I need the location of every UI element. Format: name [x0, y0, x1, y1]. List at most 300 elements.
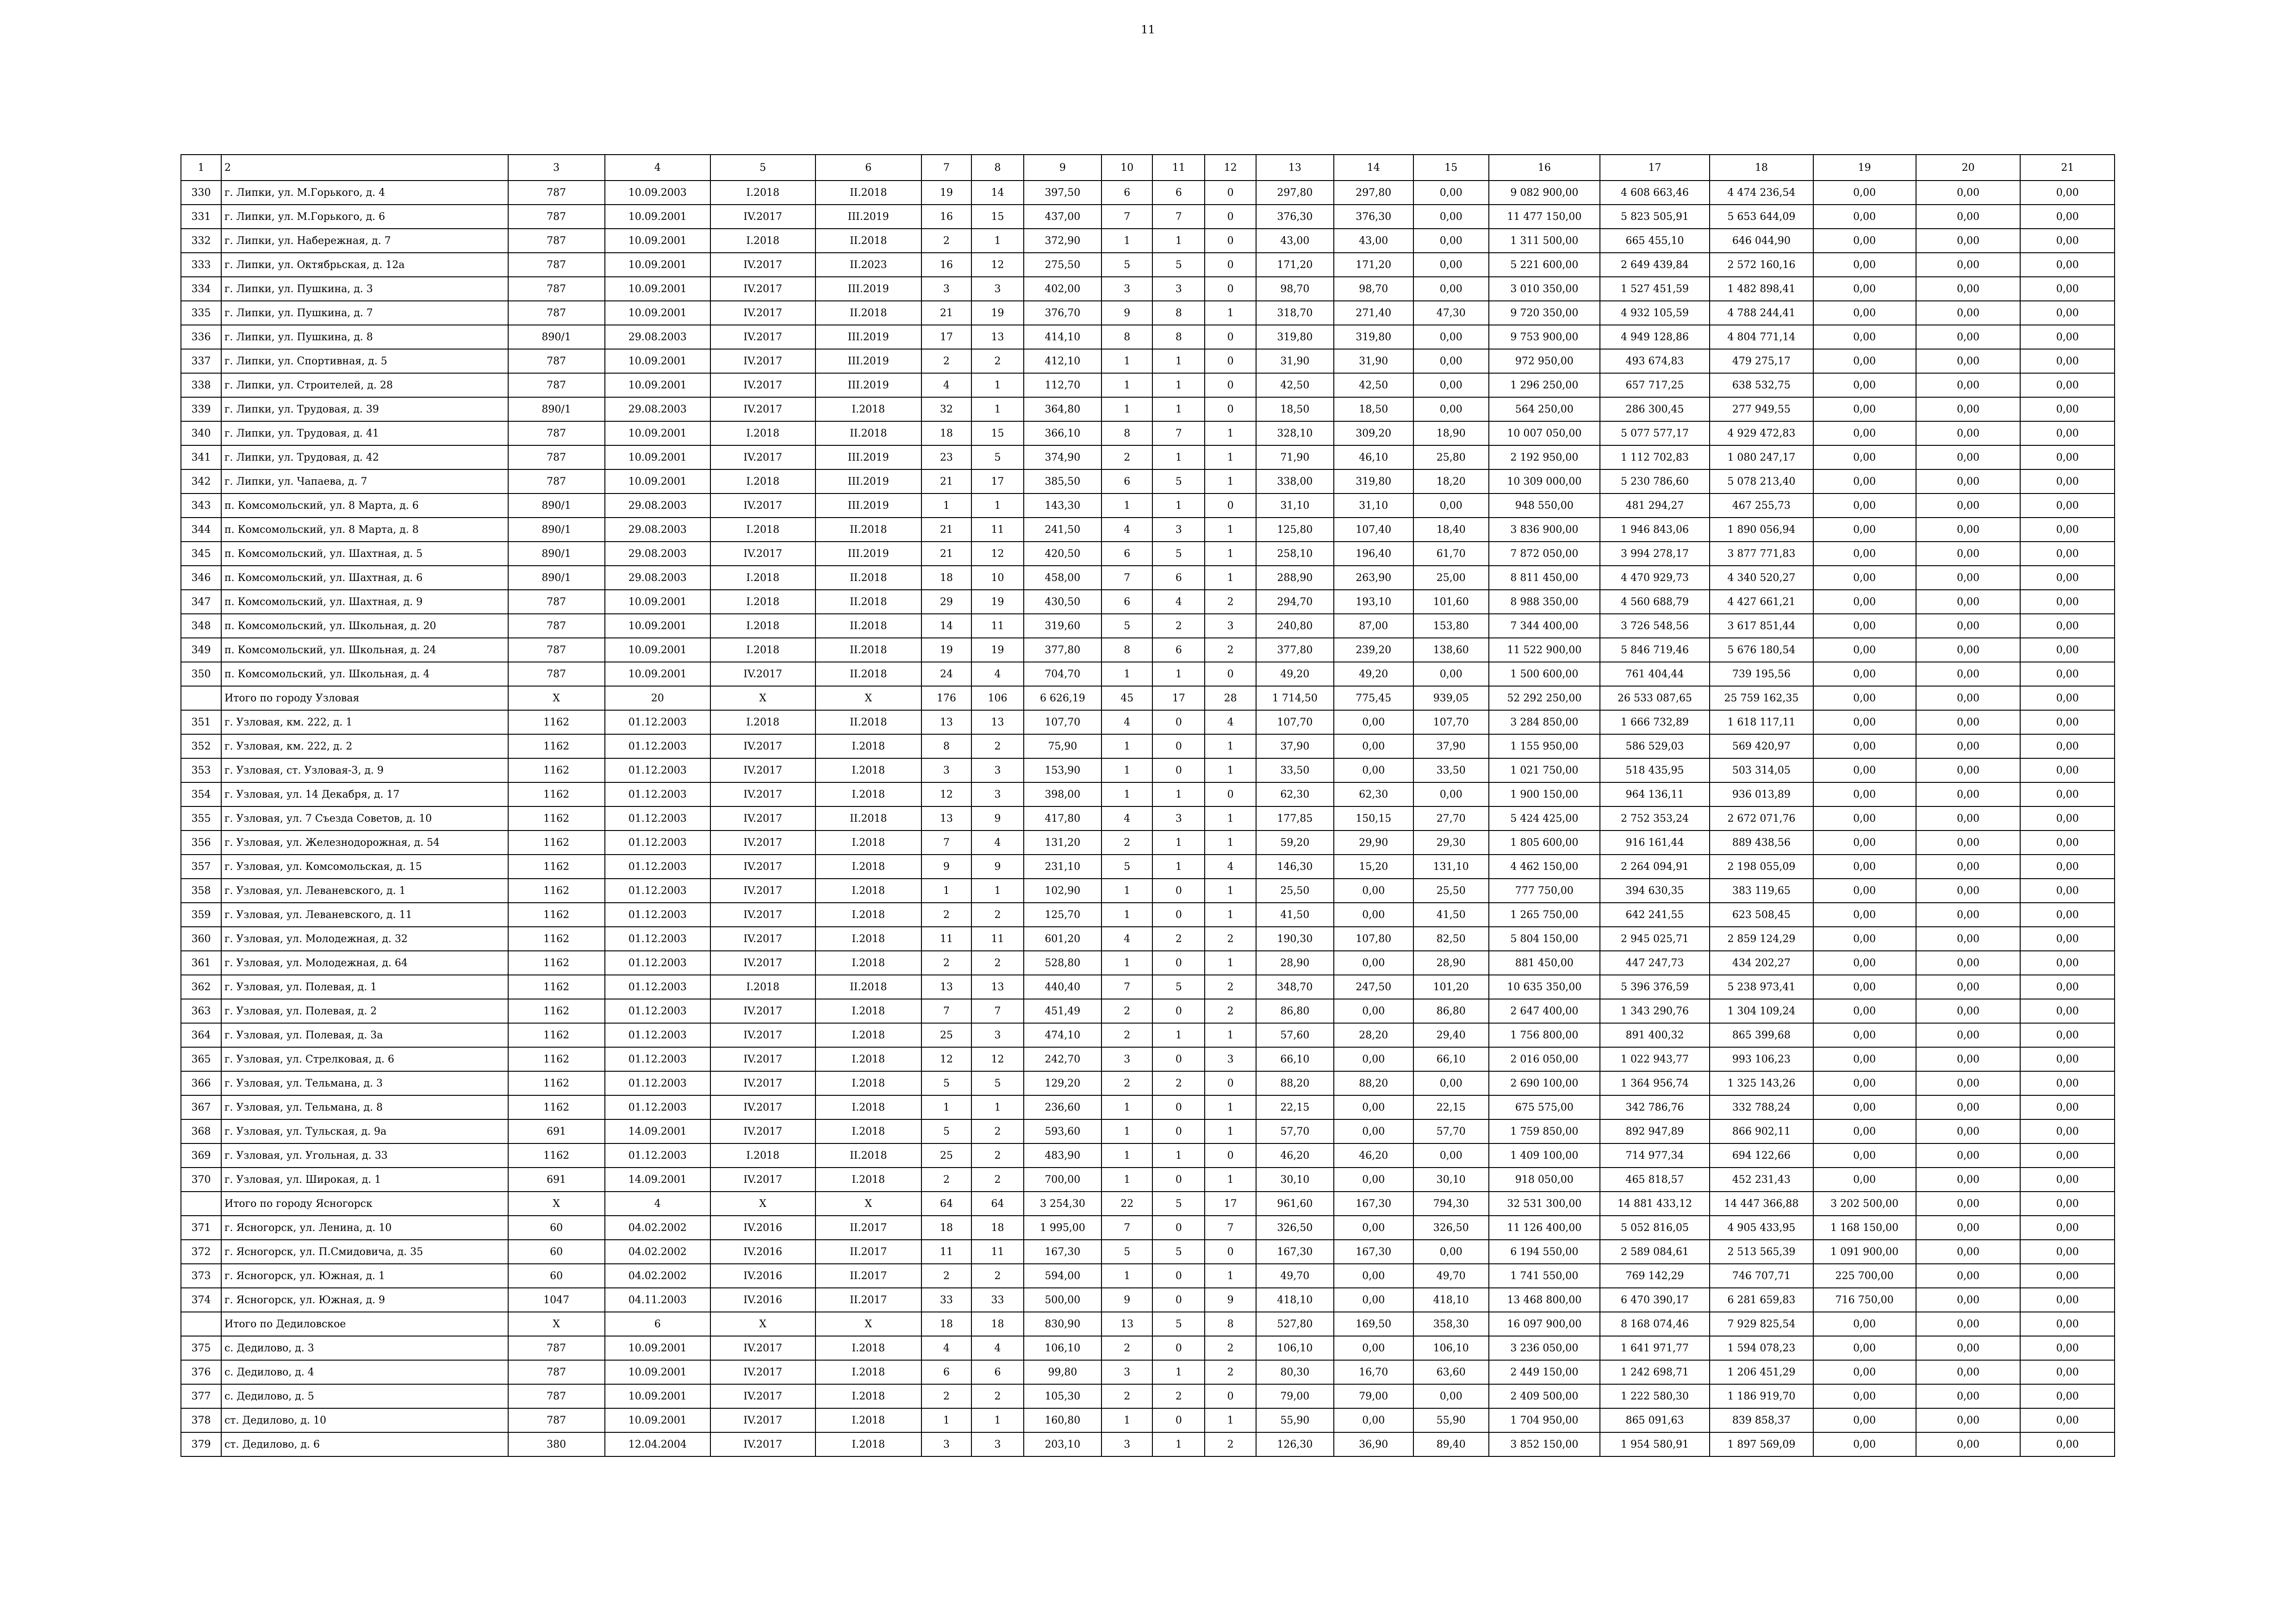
cell-doc-date: 01.12.2003	[605, 927, 710, 951]
cell-col-16: 2 690 100,00	[1489, 1071, 1600, 1095]
cell-row-number: 354	[181, 782, 221, 806]
cell-col-14: 88,20	[1334, 1071, 1413, 1095]
cell-col-19: 0,00	[1813, 229, 1916, 253]
cell-col-12: 2	[1205, 638, 1256, 662]
cell-col-15: 0,00	[1413, 373, 1489, 397]
cell-col-14: 167,30	[1334, 1240, 1413, 1264]
cell-doc-number: 787	[508, 421, 605, 445]
cell-col-18: 2 859 124,29	[1710, 927, 1813, 951]
cell-col-9: 385,50	[1024, 469, 1101, 493]
cell-col-12: 1	[1205, 831, 1256, 855]
cell-col-13: 46,20	[1256, 1143, 1334, 1168]
cell-col-12: 0	[1205, 662, 1256, 686]
cell-col-20: 0,00	[1916, 614, 2021, 638]
cell-col-8: 33	[971, 1288, 1024, 1312]
table-row	[181, 349, 2115, 373]
cell-col-17: 714 977,34	[1600, 1143, 1710, 1168]
cell-period-end: I.2018	[815, 1023, 921, 1047]
cell-col-13: 62,30	[1256, 782, 1334, 806]
cell-col-13: 171,20	[1256, 253, 1334, 277]
cell-col-21: 0,00	[2020, 301, 2115, 325]
cell-col-14: 0,00	[1334, 758, 1413, 782]
cell-col-9: 398,00	[1024, 782, 1101, 806]
cell-col-15: 939,05	[1413, 686, 1489, 710]
cell-col-12: 0	[1205, 1240, 1256, 1264]
cell-col-19: 0,00	[1813, 951, 1916, 975]
cell-doc-number: 787	[508, 181, 605, 205]
cell-col-12: 0	[1205, 397, 1256, 421]
cell-col-17: 4 470 929,73	[1600, 566, 1710, 590]
cell-col-21: 0,00	[2020, 999, 2115, 1023]
cell-col-17: 1 954 580,91	[1600, 1432, 1710, 1456]
cell-row-number: 362	[181, 975, 221, 999]
cell-col-13: 13	[1256, 155, 1334, 181]
cell-col-20: 0,00	[1916, 590, 2021, 614]
cell-col-14: 247,50	[1334, 975, 1413, 999]
cell-col-7: 18	[921, 1312, 971, 1336]
cell-col-17: 286 300,45	[1600, 397, 1710, 421]
cell-period-end: X	[815, 1312, 921, 1336]
cell-doc-number: 1162	[508, 831, 605, 855]
cell-address: г. Липки, ул. Трудовая, д. 39	[221, 397, 508, 421]
cell-row-number: 339	[181, 397, 221, 421]
cell-col-10: 1	[1101, 349, 1153, 373]
cell-col-12: 4	[1205, 855, 1256, 879]
cell-period-end: I.2018	[815, 1168, 921, 1192]
cell-col-12: 0	[1205, 1384, 1256, 1408]
cell-period-start: IV.2017	[710, 253, 815, 277]
cell-doc-number: 1162	[508, 1071, 605, 1095]
cell-col-17: 892 947,89	[1600, 1119, 1710, 1143]
cell-col-17: 1 946 843,06	[1600, 518, 1710, 542]
cell-doc-date: 10.09.2003	[605, 181, 710, 205]
cell-col-20: 0,00	[1916, 373, 2021, 397]
cell-col-7: 23	[921, 445, 971, 469]
cell-col-19: 0,00	[1813, 903, 1916, 927]
cell-col-19: 0,00	[1813, 879, 1916, 903]
cell-col-18: 1 594 078,23	[1710, 1336, 1813, 1360]
cell-col-21: 0,00	[2020, 469, 2115, 493]
cell-col-15: 22,15	[1413, 1095, 1489, 1119]
cell-col-21: 0,00	[2020, 734, 2115, 758]
cell-period-end: I.2018	[815, 758, 921, 782]
cell-doc-number: 787	[508, 349, 605, 373]
cell-col-15: 57,70	[1413, 1119, 1489, 1143]
cell-period-start: IV.2017	[710, 831, 815, 855]
cell-row-number: 379	[181, 1432, 221, 1456]
cell-col-13: 326,50	[1256, 1216, 1334, 1240]
cell-period-end: II.2018	[815, 229, 921, 253]
cell-col-19: 0,00	[1813, 831, 1916, 855]
table-row	[181, 469, 2115, 493]
cell-period-end: II.2018	[815, 806, 921, 831]
cell-address: г. Ясногорск, ул. Южная, д. 9	[221, 1288, 508, 1312]
cell-doc-date: 10.09.2001	[605, 421, 710, 445]
subtotal-row	[181, 686, 2115, 710]
cell-col-11: 8	[1152, 301, 1205, 325]
cell-doc-date: 04.11.2003	[605, 1288, 710, 1312]
cell-period-start: IV.2017	[710, 1071, 815, 1095]
cell-col-8: 12	[971, 253, 1024, 277]
cell-col-10: 1	[1101, 373, 1153, 397]
cell-row-number: 355	[181, 806, 221, 831]
cell-col-21: 0,00	[2020, 806, 2115, 831]
cell-col-10: 3	[1101, 1047, 1153, 1071]
cell-col-20: 0,00	[1916, 397, 2021, 421]
cell-col-20: 0,00	[1916, 686, 2021, 710]
cell-doc-number: 787	[508, 1360, 605, 1384]
cell-period-start: IV.2017	[710, 1336, 815, 1360]
cell-col-20: 0,00	[1916, 831, 2021, 855]
table-row	[181, 1095, 2115, 1119]
cell-col-18: 5 653 644,09	[1710, 205, 1813, 229]
cell-period-end: I.2018	[815, 397, 921, 421]
cell-col-13: 31,90	[1256, 349, 1334, 373]
cell-col-19: 0,00	[1813, 927, 1916, 951]
cell-col-15: 86,80	[1413, 999, 1489, 1023]
cell-col-13: 37,90	[1256, 734, 1334, 758]
cell-col-9: 374,90	[1024, 445, 1101, 469]
cell-doc-date: 01.12.2003	[605, 710, 710, 734]
cell-col-17: 1 112 702,83	[1600, 445, 1710, 469]
cell-col-14: 18,50	[1334, 397, 1413, 421]
cell-col-7: 3	[921, 1432, 971, 1456]
cell-col-17: 3 726 548,56	[1600, 614, 1710, 638]
cell-col-18: 1 325 143,26	[1710, 1071, 1813, 1095]
cell-col-7: 16	[921, 253, 971, 277]
cell-row-number: 334	[181, 277, 221, 301]
cell-address: г. Узловая, ул. Полевая, д. 1	[221, 975, 508, 999]
cell-col-8: 106	[971, 686, 1024, 710]
cell-col-11: 0	[1152, 1264, 1205, 1288]
cell-doc-date: 10.09.2001	[605, 590, 710, 614]
cell-col-20: 0,00	[1916, 927, 2021, 951]
cell-col-20: 0,00	[1916, 277, 2021, 301]
cell-col-21: 0,00	[2020, 590, 2115, 614]
cell-doc-date: 12.04.2004	[605, 1432, 710, 1456]
cell-col-9: 153,90	[1024, 758, 1101, 782]
cell-col-17: 916 161,44	[1600, 831, 1710, 855]
cell-col-7: 13	[921, 806, 971, 831]
cell-col-8: 2	[971, 1119, 1024, 1143]
table-row	[181, 758, 2115, 782]
cell-col-21: 0,00	[2020, 1432, 2115, 1456]
cell-col-17: 394 630,35	[1600, 879, 1710, 903]
cell-col-16: 52 292 250,00	[1489, 686, 1600, 710]
cell-col-21: 0,00	[2020, 1336, 2115, 1360]
cell-doc-number: 787	[508, 614, 605, 638]
cell-period-start: IV.2017	[710, 903, 815, 927]
page-number: 11	[1141, 23, 1155, 36]
cell-col-13: 43,00	[1256, 229, 1334, 253]
cell-col-13: 288,90	[1256, 566, 1334, 590]
cell-col-9: 594,00	[1024, 1264, 1101, 1288]
cell-col-19: 0,00	[1813, 1168, 1916, 1192]
cell-col-19: 0,00	[1813, 686, 1916, 710]
cell-col-19: 716 750,00	[1813, 1288, 1916, 1312]
cell-address: г. Узловая, ул. Стрелковая, д. 6	[221, 1047, 508, 1071]
cell-col-12: 2	[1205, 1432, 1256, 1456]
cell-col-19: 0,00	[1813, 734, 1916, 758]
cell-col-17: 5 823 505,91	[1600, 205, 1710, 229]
cell-col-13: 527,80	[1256, 1312, 1334, 1336]
cell-col-17: 14 881 433,12	[1600, 1192, 1710, 1216]
cell-address: г. Узловая, ул. Широкая, д. 1	[221, 1168, 508, 1192]
cell-col-20: 0,00	[1916, 1336, 2021, 1360]
cell-col-20: 0,00	[1916, 1192, 2021, 1216]
table-row	[181, 638, 2115, 662]
table-row	[181, 253, 2115, 277]
cell-col-20: 0,00	[1916, 325, 2021, 349]
cell-col-16: 10 309 000,00	[1489, 469, 1600, 493]
cell-col-10: 7	[1101, 975, 1153, 999]
cell-col-12: 1	[1205, 421, 1256, 445]
cell-col-11: 1	[1152, 373, 1205, 397]
cell-row-number: 372	[181, 1240, 221, 1264]
cell-col-11: 5	[1152, 469, 1205, 493]
cell-col-8: 8	[971, 155, 1024, 181]
cell-col-9: 129,20	[1024, 1071, 1101, 1095]
cell-col-19: 0,00	[1813, 566, 1916, 590]
cell-col-18: 739 195,56	[1710, 662, 1813, 686]
cell-doc-date: 10.09.2001	[605, 253, 710, 277]
cell-col-12: 4	[1205, 710, 1256, 734]
cell-row-number: 368	[181, 1119, 221, 1143]
cell-address: Итого по городу Узловая	[221, 686, 508, 710]
cell-doc-number: 1162	[508, 734, 605, 758]
cell-col-7: 1	[921, 879, 971, 903]
cell-col-12: 0	[1205, 277, 1256, 301]
cell-col-15: 18,20	[1413, 469, 1489, 493]
cell-col-13: 18,50	[1256, 397, 1334, 421]
cell-col-11: 0	[1152, 999, 1205, 1023]
cell-col-18: 4 929 472,83	[1710, 421, 1813, 445]
cell-col-19: 0,00	[1813, 662, 1916, 686]
cell-col-21: 0,00	[2020, 445, 2115, 469]
cell-doc-number: 1162	[508, 927, 605, 951]
cell-col-12: 0	[1205, 782, 1256, 806]
cell-col-11: 0	[1152, 1168, 1205, 1192]
cell-doc-date: 10.09.2001	[605, 205, 710, 229]
cell-col-16: 3 284 850,00	[1489, 710, 1600, 734]
cell-period-end: II.2017	[815, 1240, 921, 1264]
cell-col-8: 3	[971, 1432, 1024, 1456]
cell-col-10: 4	[1101, 710, 1153, 734]
cell-col-9: 593,60	[1024, 1119, 1101, 1143]
cell-col-21: 0,00	[2020, 325, 2115, 349]
cell-row-number: 330	[181, 181, 221, 205]
cell-col-18: 866 902,11	[1710, 1119, 1813, 1143]
cell-row-number: 369	[181, 1143, 221, 1168]
cell-row-number: 333	[181, 253, 221, 277]
cell-col-19: 0,00	[1813, 493, 1916, 518]
cell-col-14: 171,20	[1334, 253, 1413, 277]
cell-doc-date: 10.09.2001	[605, 349, 710, 373]
cell-address: г. Липки, ул. Трудовая, д. 42	[221, 445, 508, 469]
cell-doc-date: 01.12.2003	[605, 1095, 710, 1119]
table-row	[181, 710, 2115, 734]
cell-col-7: 21	[921, 518, 971, 542]
table-row	[181, 1023, 2115, 1047]
cell-col-13: 297,80	[1256, 181, 1334, 205]
cell-doc-date: 29.08.2003	[605, 518, 710, 542]
cell-col-10: 1	[1101, 758, 1153, 782]
cell-doc-date: 10.09.2001	[605, 229, 710, 253]
table-row	[181, 493, 2115, 518]
cell-col-9: 412,10	[1024, 349, 1101, 373]
cell-col-8: 64	[971, 1192, 1024, 1216]
cell-address: г. Узловая, ул. Полевая, д. 2	[221, 999, 508, 1023]
cell-col-12: 2	[1205, 1336, 1256, 1360]
cell-col-8: 6	[971, 1360, 1024, 1384]
cell-col-8: 2	[971, 903, 1024, 927]
cell-col-16: 1 759 850,00	[1489, 1119, 1600, 1143]
cell-col-10: 6	[1101, 181, 1153, 205]
cell-doc-number: 1162	[508, 782, 605, 806]
cell-col-7: 21	[921, 542, 971, 566]
cell-col-18: 2 572 160,16	[1710, 253, 1813, 277]
cell-col-16: 2 647 400,00	[1489, 999, 1600, 1023]
cell-address: г. Липки, ул. М.Горького, д. 6	[221, 205, 508, 229]
cell-col-7: 29	[921, 590, 971, 614]
cell-col-10: 1	[1101, 1264, 1153, 1288]
cell-address: г. Ясногорск, ул. Ленина, д. 10	[221, 1216, 508, 1240]
cell-row-number: 364	[181, 1023, 221, 1047]
cell-col-12: 1	[1205, 301, 1256, 325]
cell-col-10: 1	[1101, 1408, 1153, 1432]
cell-col-9: 131,20	[1024, 831, 1101, 855]
table-row	[181, 229, 2115, 253]
cell-row-number: 375	[181, 1336, 221, 1360]
cell-col-16: 16 097 900,00	[1489, 1312, 1600, 1336]
cell-period-end: III.2019	[815, 277, 921, 301]
cell-col-7: 19	[921, 638, 971, 662]
cell-period-end: II.2018	[815, 421, 921, 445]
cell-col-11: 6	[1152, 638, 1205, 662]
cell-doc-date: 01.12.2003	[605, 999, 710, 1023]
cell-row-number: 344	[181, 518, 221, 542]
cell-col-7: 13	[921, 975, 971, 999]
cell-col-13: 79,00	[1256, 1384, 1334, 1408]
cell-period-end: I.2018	[815, 1047, 921, 1071]
cell-col-10: 7	[1101, 205, 1153, 229]
cell-col-11: 5	[1152, 1240, 1205, 1264]
cell-col-8: 12	[971, 542, 1024, 566]
cell-col-18: 14 447 366,88	[1710, 1192, 1813, 1216]
cell-col-13: 86,80	[1256, 999, 1334, 1023]
cell-col-15: 0,00	[1413, 253, 1489, 277]
subtotal-row	[181, 1312, 2115, 1336]
cell-col-15: 18,40	[1413, 518, 1489, 542]
cell-period-end: I.2018	[815, 1119, 921, 1143]
cell-col-20: 0,00	[1916, 1119, 2021, 1143]
cell-col-14: 87,00	[1334, 614, 1413, 638]
cell-col-14: 49,20	[1334, 662, 1413, 686]
cell-col-13: 22,15	[1256, 1095, 1334, 1119]
cell-col-10: 1	[1101, 662, 1153, 686]
cell-col-16: 8 811 450,00	[1489, 566, 1600, 590]
cell-doc-number: 60	[508, 1240, 605, 1264]
cell-col-9: 143,30	[1024, 493, 1101, 518]
cell-col-13: 42,50	[1256, 373, 1334, 397]
cell-period-end: I.2018	[815, 1384, 921, 1408]
cell-period-end: X	[815, 686, 921, 710]
cell-row-number	[181, 1312, 221, 1336]
cell-col-19: 0,00	[1813, 999, 1916, 1023]
cell-col-11: 1	[1152, 349, 1205, 373]
cell-col-17: 447 247,73	[1600, 951, 1710, 975]
cell-col-16: 3 836 900,00	[1489, 518, 1600, 542]
cell-col-16: 1 500 600,00	[1489, 662, 1600, 686]
cell-col-11: 3	[1152, 518, 1205, 542]
cell-col-17: 17	[1600, 155, 1710, 181]
cell-col-9: 458,00	[1024, 566, 1101, 590]
cell-doc-date: 6	[605, 1312, 710, 1336]
cell-col-17: 964 136,11	[1600, 782, 1710, 806]
cell-col-17: 2 945 025,71	[1600, 927, 1710, 951]
cell-doc-number: 890/1	[508, 325, 605, 349]
cell-col-18: 5 238 973,41	[1710, 975, 1813, 999]
cell-col-20: 0,00	[1916, 1432, 2021, 1456]
cell-col-14: 309,20	[1334, 421, 1413, 445]
cell-col-19: 225 700,00	[1813, 1264, 1916, 1288]
cell-col-14: 0,00	[1334, 734, 1413, 758]
table-header-row	[181, 155, 2115, 181]
cell-doc-number: 787	[508, 301, 605, 325]
cell-col-7: 1	[921, 493, 971, 518]
cell-col-11: 1	[1152, 229, 1205, 253]
cell-col-13: 98,70	[1256, 277, 1334, 301]
cell-col-14: 0,00	[1334, 1216, 1413, 1240]
cell-col-18: 1 186 919,70	[1710, 1384, 1813, 1408]
cell-col-17: 1 641 971,77	[1600, 1336, 1710, 1360]
cell-col-8: 1	[971, 229, 1024, 253]
cell-col-13: 348,70	[1256, 975, 1334, 999]
cell-col-7: 3	[921, 277, 971, 301]
cell-col-7: 18	[921, 1216, 971, 1240]
cell-col-12: 1	[1205, 903, 1256, 927]
cell-period-start: IV.2017	[710, 734, 815, 758]
cell-col-8: 9	[971, 855, 1024, 879]
cell-address: г. Узловая, ул. Комсомольская, д. 15	[221, 855, 508, 879]
cell-col-19: 1 091 900,00	[1813, 1240, 1916, 1264]
cell-col-17: 1 222 580,30	[1600, 1384, 1710, 1408]
cell-col-21: 21	[2020, 155, 2115, 181]
cell-col-16: 2 016 050,00	[1489, 1047, 1600, 1071]
table-row	[181, 903, 2115, 927]
cell-col-12: 0	[1205, 229, 1256, 253]
cell-col-14: 0,00	[1334, 1288, 1413, 1312]
cell-col-18: 1 618 117,11	[1710, 710, 1813, 734]
cell-period-end: I.2018	[815, 1095, 921, 1119]
cell-doc-number: 890/1	[508, 566, 605, 590]
cell-col-18: 4 427 661,21	[1710, 590, 1813, 614]
cell-address: 2	[221, 155, 508, 181]
table-row	[181, 614, 2115, 638]
cell-col-16: 11 522 900,00	[1489, 638, 1600, 662]
cell-col-11: 5	[1152, 1312, 1205, 1336]
cell-period-start: IV.2017	[710, 662, 815, 686]
cell-doc-date: 10.09.2001	[605, 277, 710, 301]
cell-col-21: 0,00	[2020, 277, 2115, 301]
cell-col-15: 106,10	[1413, 1336, 1489, 1360]
table-row	[181, 1071, 2115, 1095]
cell-row-number: 338	[181, 373, 221, 397]
cell-col-16: 5 221 600,00	[1489, 253, 1600, 277]
cell-col-21: 0,00	[2020, 662, 2115, 686]
cell-period-start: I.2018	[710, 710, 815, 734]
cell-col-10: 4	[1101, 806, 1153, 831]
